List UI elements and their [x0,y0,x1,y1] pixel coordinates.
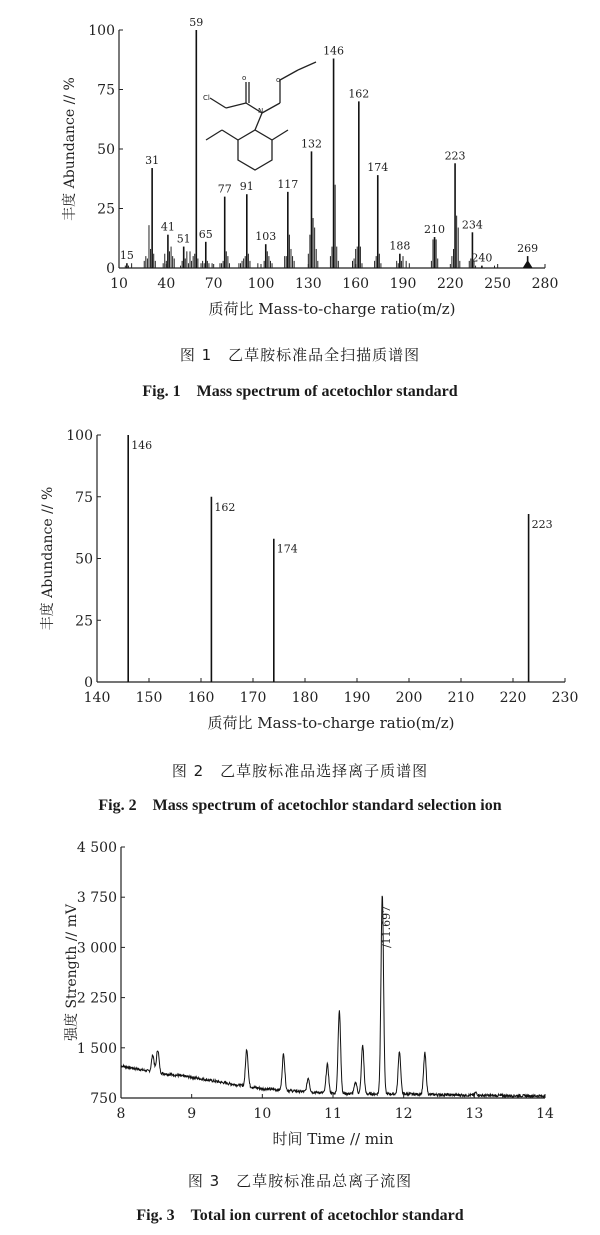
y-tick-label: 1 500 [76,1040,117,1057]
x-tick-label: 130 [294,276,322,292]
y-tick-label: 100 [66,428,93,444]
x-tick-label: 190 [343,690,371,706]
fig2-axes [39,428,578,732]
x-tick-label: 140 [83,690,111,706]
x-tick-label: 280 [531,276,559,292]
peak-label-91: 91 [239,180,254,194]
peak-label-234: 234 [461,218,483,232]
peak-label-223: 223 [531,518,553,532]
x-tick-label: 170 [239,690,267,706]
y-tick-label: 750 [90,1091,117,1107]
y-tick-label: 25 [97,201,115,218]
fig2-caption-en: Fig. 2 Mass spectrum of acetochlor standard selection ion [98,797,502,814]
x-tick-label: 10 [253,1106,272,1122]
x-axis-title: 质荷比 Mass-to-charge ratio(m/z) [207,714,455,732]
y-tick-label: 0 [84,675,93,691]
fig1-axes [61,23,558,318]
peak-label-31: 31 [145,154,160,168]
fig1-caption-zh: 图 1 乙草胺标准品全扫描质谱图 [179,346,421,364]
y-tick-label: 100 [88,23,115,39]
y-tick-label: 4 500 [76,840,117,856]
peak-label-51: 51 [176,232,191,246]
acetochlor-structure-drawing [206,62,316,170]
x-tick-label: 160 [187,690,215,706]
figure-1-mass-spectrum [0,0,600,330]
y-tick-label: 0 [106,261,115,277]
x-tick-label: 220 [499,690,527,706]
x-tick-label: 8 [116,1106,126,1122]
x-tick-label: 180 [291,690,319,706]
x-tick-label: 210 [447,690,475,706]
y-tick-label: 3 000 [76,940,117,957]
x-tick-label: 220 [436,276,464,292]
fig3-tic-line [121,896,545,1097]
y-tick-label: 25 [75,613,93,630]
y-axis-title: 丰度 Abundance // % [62,77,78,221]
x-tick-label: 13 [465,1106,484,1122]
y-tick-label: 50 [75,551,93,568]
x-tick-label: 160 [342,276,370,292]
peak-label-41: 41 [160,220,175,234]
peak-label-146: 146 [323,44,345,58]
peak-269-marker [523,260,533,268]
peak-label-162: 162 [348,87,370,101]
svg-text:o: o [242,74,247,82]
figure-3-total-ion-current [0,830,600,1160]
y-axis-title: 强度 Strength // mV [64,904,80,1041]
svg-text:o: o [276,76,281,84]
x-tick-label: 14 [536,1106,554,1122]
x-tick-label: 10 [110,276,128,292]
peak-label-117: 117 [277,177,299,191]
peak-label-77: 77 [217,182,232,196]
y-tick-label: 50 [97,142,115,158]
peak-label-188: 188 [389,239,411,253]
y-tick-label: 75 [75,489,93,506]
figure-2-selected-ion-spectrum [0,420,600,740]
fig2-caption-zh: 图 2 乙草胺标准品选择离子质谱图 [171,762,429,780]
fig1-caption-en: Fig. 1 Mass spectrum of acetochlor standard [142,383,458,400]
x-tick-label: 200 [395,690,423,706]
peak-label-174: 174 [276,542,298,556]
peak-label-59: 59 [189,16,204,29]
x-tick-label: 230 [551,690,579,706]
x-tick-label: 150 [135,690,163,706]
fig3-axes [63,840,554,1148]
peak-label-240: 240 [471,251,493,265]
peak-label-162: 162 [214,500,236,514]
fig3-caption-en: Fig. 3 Total ion current of acetochlor standard [136,1207,464,1224]
peak-label-65: 65 [198,227,213,241]
x-tick-label: 100 [247,276,275,292]
y-tick-label: 75 [97,82,115,99]
x-tick-label: 9 [187,1106,197,1122]
fig1-peak-labels [120,16,538,265]
peak-label-210: 210 [424,223,446,237]
x-axis-title: 质荷比 Mass-to-charge ratio(m/z) [208,300,456,318]
y-axis-title: 丰度 Abundance // % [40,486,56,631]
peak-label-269: 269 [517,242,539,256]
x-tick-label: 190 [389,276,417,292]
x-tick-label: 12 [394,1106,413,1122]
x-tick-label: 70 [204,276,223,292]
fig3-caption-zh: 图 3 乙草胺标准品总离子流图 [187,1172,413,1190]
svg-text:N: N [258,107,264,115]
fig2-bars [128,435,552,682]
y-tick-label: 2 250 [76,990,117,1007]
x-axis-title: 时间 Time // min [272,1130,394,1148]
fig3-peak-label: /11.697 [380,905,394,949]
peak-label-132: 132 [300,137,322,151]
x-tick-label: 11 [324,1106,342,1122]
svg-text:Cl: Cl [203,94,210,102]
peak-label-174: 174 [367,161,389,175]
peak-label-146: 146 [131,439,153,452]
x-tick-label: 250 [484,276,512,292]
y-tick-label: 3 750 [76,890,117,907]
peak-label-223: 223 [444,149,466,163]
peak-label-103: 103 [255,230,277,244]
peak-label-15: 15 [119,249,134,263]
x-tick-label: 40 [157,276,176,292]
